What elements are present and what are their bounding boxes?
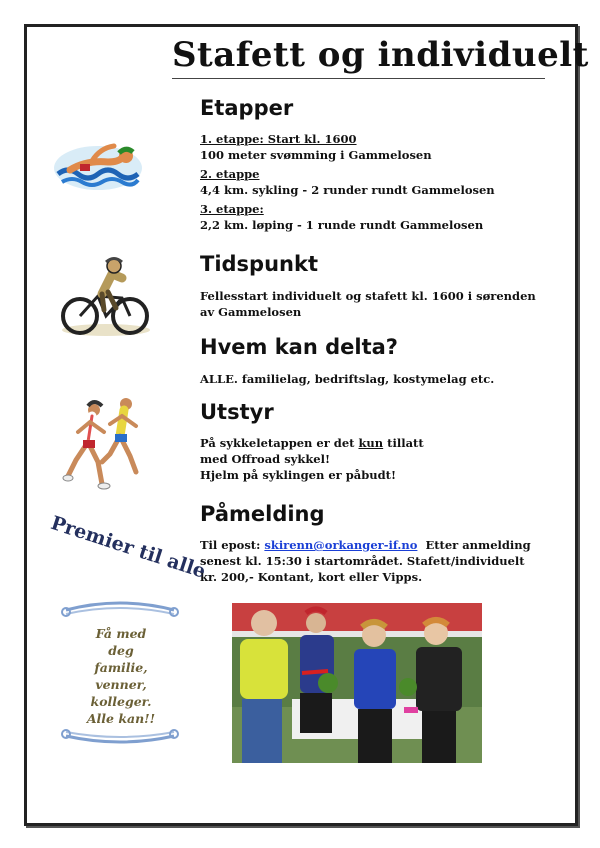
- etappe-2-desc: 4,4 km. sykling - 2 runder rundt Gammelosen: [200, 183, 495, 197]
- etappe-2-label: 2. etappe: [200, 167, 260, 181]
- utstyr-heading: Utstyr: [200, 400, 274, 424]
- tidspunkt-line-2: av Gammelosen: [200, 305, 302, 319]
- cyclist-icon: [58, 256, 154, 340]
- swimmer-icon: [52, 134, 144, 194]
- etapper-text: [200, 131, 495, 233]
- scroll-line: kolleger.: [90, 694, 152, 709]
- utstyr-line-1-pre: På sykkeletappen er det: [200, 436, 359, 450]
- scroll-line: Alle kan!!: [86, 711, 156, 726]
- title-underline: [172, 78, 545, 79]
- pamelding-line-1: [200, 537, 531, 553]
- award-photo: [232, 603, 482, 763]
- scroll-line: venner,: [95, 677, 147, 692]
- tidspunkt-heading: Tidspunkt: [200, 252, 318, 276]
- etappe-3-label: 3. etappe:: [200, 202, 264, 216]
- pamelding-line-1-pre: Til epost:: [200, 538, 265, 552]
- premier-banner: Premier til alle: [48, 512, 209, 583]
- utstyr-line-3: Hjelm på syklingen er påbudt!: [200, 468, 396, 482]
- etappe-1-label: 1. etappe: Start kl. 1600: [200, 132, 357, 146]
- scroll-line: deg: [108, 643, 134, 658]
- utstyr-line-1-post: tillatt: [383, 436, 424, 450]
- pamelding-line-3: kr. 200,- Kontant, kort eller Vipps.: [200, 570, 423, 584]
- runners-icon: [62, 396, 146, 496]
- scroll-text: [64, 625, 178, 727]
- utstyr-line-1-emph: kun: [358, 436, 384, 450]
- utstyr-text: [200, 435, 424, 483]
- pamelding-heading: Påmelding: [200, 502, 325, 526]
- pamelding-line-1-post: Etter anmelding: [417, 538, 531, 552]
- email-link[interactable]: skirenn@orkanger-if.no: [264, 538, 418, 552]
- tidspunkt-text: [200, 288, 536, 320]
- etappe-3-desc: 2,2 km. løping - 1 runde rundt Gammelosen: [200, 218, 484, 232]
- pamelding-line-2: senest kl. 15:30 i startområdet. Stafett/individuelt: [200, 554, 525, 568]
- tidspunkt-line-1: Fellesstart individuelt og stafett kl. 1600 i sørenden: [200, 289, 536, 303]
- scroll-line: Få med: [95, 626, 147, 641]
- pamelding-text: [200, 537, 531, 585]
- etapper-heading: Etapper: [200, 96, 294, 120]
- hvem-line-1: ALLE. familielag, bedriftslag, kostymelag etc.: [200, 372, 495, 386]
- utstyr-line-2: med Offroad sykkel!: [200, 452, 331, 466]
- etappe-1-desc: 100 meter svømming i Gammelosen: [200, 148, 432, 162]
- page-title: Stafett og individuelt: [172, 35, 589, 75]
- utstyr-line-1: [200, 435, 424, 451]
- scroll-line: familie,: [94, 660, 148, 675]
- hvem-heading: Hvem kan delta?: [200, 335, 398, 359]
